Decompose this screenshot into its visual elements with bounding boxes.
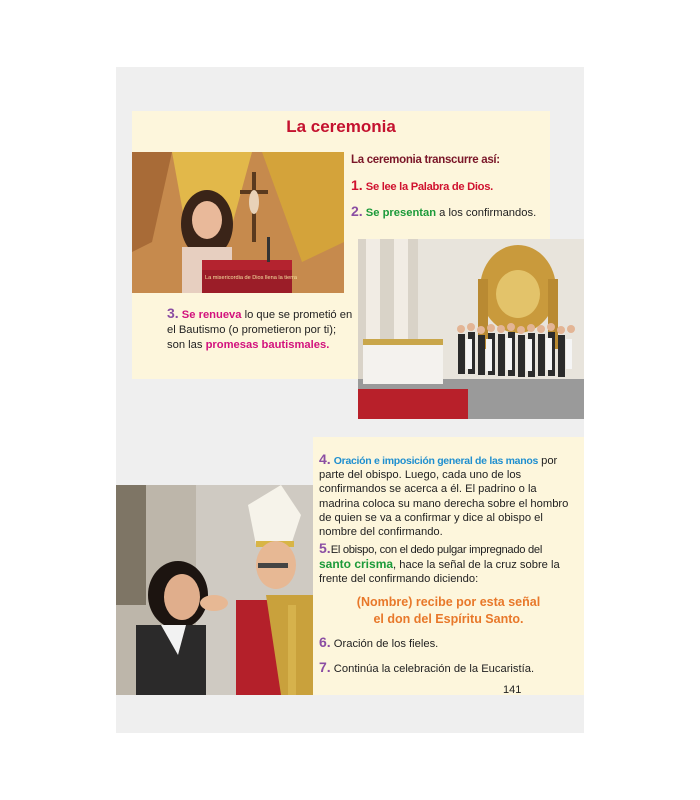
- step-7-text: Continúa la celebración de la Eucaristía.: [333, 663, 535, 675]
- page-title: La ceremonia: [286, 117, 396, 136]
- step-6-number: 6.: [319, 634, 331, 650]
- step-5-highlight: santo crisma: [319, 557, 394, 572]
- step-3: [167, 306, 353, 353]
- step-5: [319, 541, 569, 587]
- intro-text: La ceremonia transcurre así:: [351, 154, 500, 166]
- formula-line-1: (Nombre) recibe por esta señal: [356, 595, 541, 609]
- step-2: [351, 204, 551, 220]
- step-4: [319, 452, 569, 539]
- photo-confirmands-altar: [358, 239, 584, 419]
- formula-line-2: el don del Espíritu Santo.: [373, 612, 524, 626]
- step-2-highlight: Se presentan: [365, 207, 437, 219]
- step-4-number: 4.: [319, 451, 331, 467]
- step-3-number: 3.: [167, 305, 179, 321]
- photo-reader-ambo: [132, 152, 344, 293]
- step-6-text: Oración de los fieles.: [333, 638, 439, 650]
- step-1-number: 1.: [351, 177, 363, 193]
- step-5-text: El obispo, con el dedo pulgar impregnado del: [330, 544, 543, 556]
- step-2-number: 2.: [351, 203, 363, 219]
- photo-bishop-anointing: [116, 485, 313, 695]
- banner-text: La misericordia de Dios llena la tierra: [205, 275, 298, 281]
- step-5-text-2: , hace la señal de la cruz sobre la frente del confirmando diciendo:: [319, 559, 560, 586]
- step-4-highlight: Oración e imposición general de las manos: [333, 455, 538, 467]
- step-3-highlight-2: promesas bautismales.: [205, 339, 330, 351]
- step-3-text: lo que se prometió en el Bautismo (o prometieron por ti); son las: [167, 309, 353, 351]
- step-1: [351, 178, 551, 194]
- step-2-text: a los confirmandos.: [436, 207, 537, 219]
- step-7: [319, 660, 569, 676]
- step-1-text: Se lee la Palabra de Dios.: [365, 181, 493, 193]
- step-5-number: 5.: [319, 540, 331, 556]
- step-4-text: por parte del obispo. Luego, cada uno de los confirmandos se acerca a él. El padrino o la madrina coloca su mano derecha sobre el hombro de quien se va a confirmar y dice al obispo el nombre del confirmando.: [319, 455, 569, 539]
- step-7-number: 7.: [319, 659, 331, 675]
- step-3-highlight: Se renueva: [181, 309, 242, 321]
- confirmation-formula: [313, 594, 584, 628]
- step-6: [319, 635, 569, 651]
- page-number: 141: [503, 684, 522, 696]
